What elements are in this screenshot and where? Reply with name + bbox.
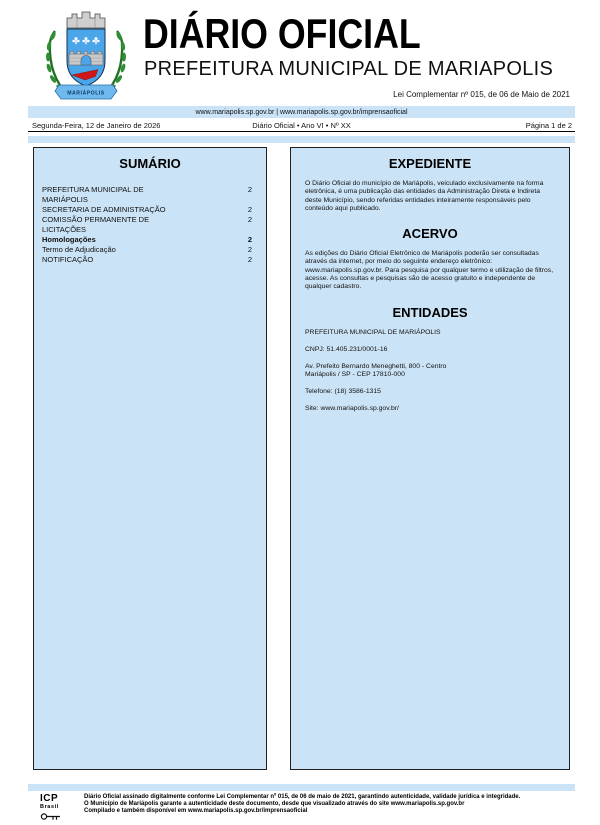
gazette-title: DIÁRIO OFICIAL — [143, 10, 421, 57]
summary-item-label: PREFEITURA MUNICIPAL DE MARIÁPOLIS — [42, 185, 144, 204]
summary-item — [42, 185, 252, 205]
entity-name: PREFEITURA MUNICIPAL DE MARIÁPOLIS — [305, 328, 441, 336]
summary-item-page: 2 — [247, 215, 252, 224]
icp-brasil-logo — [40, 794, 82, 825]
entidades-title: ENTIDADES — [392, 304, 468, 320]
summary-item — [42, 245, 252, 255]
acervo-title: ACERVO — [402, 226, 458, 242]
expediente-paragraph: O Diário Oficial do município de Mariápolis, veiculado exclusivamente na forma eletrônica, é uma publicação das entidades da Administração Direta e Indireta deste Município, sendo referidas entidades inteiramente responsáveis pelo conteúdo aqui publicado. — [305, 180, 544, 212]
entity-address-line2: Mariápolis / SP - CEP 17810-000 — [305, 370, 405, 378]
footer-line-1: Diário Oficial assinado digitalmente conforme Lei Complementar nº 015, de 06 de maio de 2021, garantindo autenticidade, validade jurídica e integridade. — [84, 794, 521, 800]
summary-item-page: 2 — [247, 185, 252, 194]
summary-item — [42, 205, 252, 215]
footer — [40, 794, 520, 825]
edition-date: Segunda-Feira, 12 de Janeiro de 2026 — [32, 121, 161, 130]
entity-address — [305, 363, 555, 379]
footer-line-3: Compilado e também disponível em www.mariapolis.sp.gov.br/imprensaoficial — [84, 808, 308, 815]
summary-item-page: 2 — [247, 235, 252, 244]
urls-text: www.mariapolis.sp.gov.br | www.mariapolis.sp.gov.br/imprensaoficial — [195, 108, 408, 116]
summary-item-page: 2 — [247, 205, 252, 214]
entity-phone: Telefone: (18) 3586-1315 — [305, 387, 381, 395]
icp-logo-text-bottom: Brasil — [40, 803, 59, 810]
summary-item — [42, 255, 252, 265]
summary-item — [42, 215, 252, 235]
summary-item-label: Termo de Adjudicação — [42, 245, 116, 254]
summary-item-label: COMISSÃO PERMANENTE DE LICITAÇÕES — [42, 215, 150, 234]
footer-line-2: O Município de Mariápolis garante a autenticidade deste documento, desde que visualizado através do site www.mariapolis.sp.gov.br — [84, 801, 465, 808]
expediente-title: EXPEDIENTE — [388, 156, 472, 171]
summary-item-page: 2 — [247, 245, 252, 254]
gazette-subtitle: PREFEITURA MUNICIPAL DE MARIAPOLIS — [144, 58, 554, 80]
summary-item-label: Homologações — [42, 235, 96, 244]
summary-title: SUMÁRIO — [119, 156, 181, 171]
entity-cnpj: CNPJ: 51.405.231/0001-16 — [305, 345, 388, 353]
edition-label: Diário Oficial • Ano VI • Nº XX — [252, 121, 351, 130]
summary-list — [42, 185, 252, 265]
edition-bar — [28, 118, 575, 132]
icp-logo-text-top: ICP — [40, 793, 59, 804]
entity-site: Site: www.mariapolis.sp.gov.br/ — [305, 404, 399, 412]
summary-item-page: 2 — [247, 255, 252, 264]
municipal-coat-of-arms-icon — [36, 6, 136, 103]
entity-address-line1: Av. Prefeito Bernardo Meneghetti, 800 - Centro — [305, 362, 447, 370]
page-indicator: Página 1 de 2 — [525, 121, 572, 130]
law-reference: Lei Complementar nº 015, de 06 de Maio de 2021 — [393, 90, 570, 99]
summary-box — [33, 147, 267, 770]
footer-legal-text — [84, 794, 520, 816]
divider-strip-top — [28, 136, 575, 143]
masthead — [143, 12, 583, 81]
divider-strip-bottom — [28, 784, 575, 791]
summary-item — [42, 235, 252, 245]
summary-item-label: SECRETARIA DE ADMINISTRAÇÃO — [42, 205, 166, 214]
coat-ribbon-text: MARIÁPOLIS — [67, 90, 105, 97]
summary-item-label: NOTIFICAÇÃO — [42, 255, 94, 264]
expediente-box — [290, 147, 570, 770]
acervo-paragraph: As edições do Diário Oficial Eletrônico de Mariápolis poderão ser consultadas através da internet, por meio do seguinte endereço eletrônico: www.mariapolis.sp.gov.br. Para pesquisa por qualquer termo e utilização de filtros, acesse. As consultas e pesquisas são de acesso gratuito e independente de qualquer cadastro. — [305, 250, 554, 291]
urls-bar — [28, 106, 575, 118]
key-icon — [40, 812, 62, 822]
